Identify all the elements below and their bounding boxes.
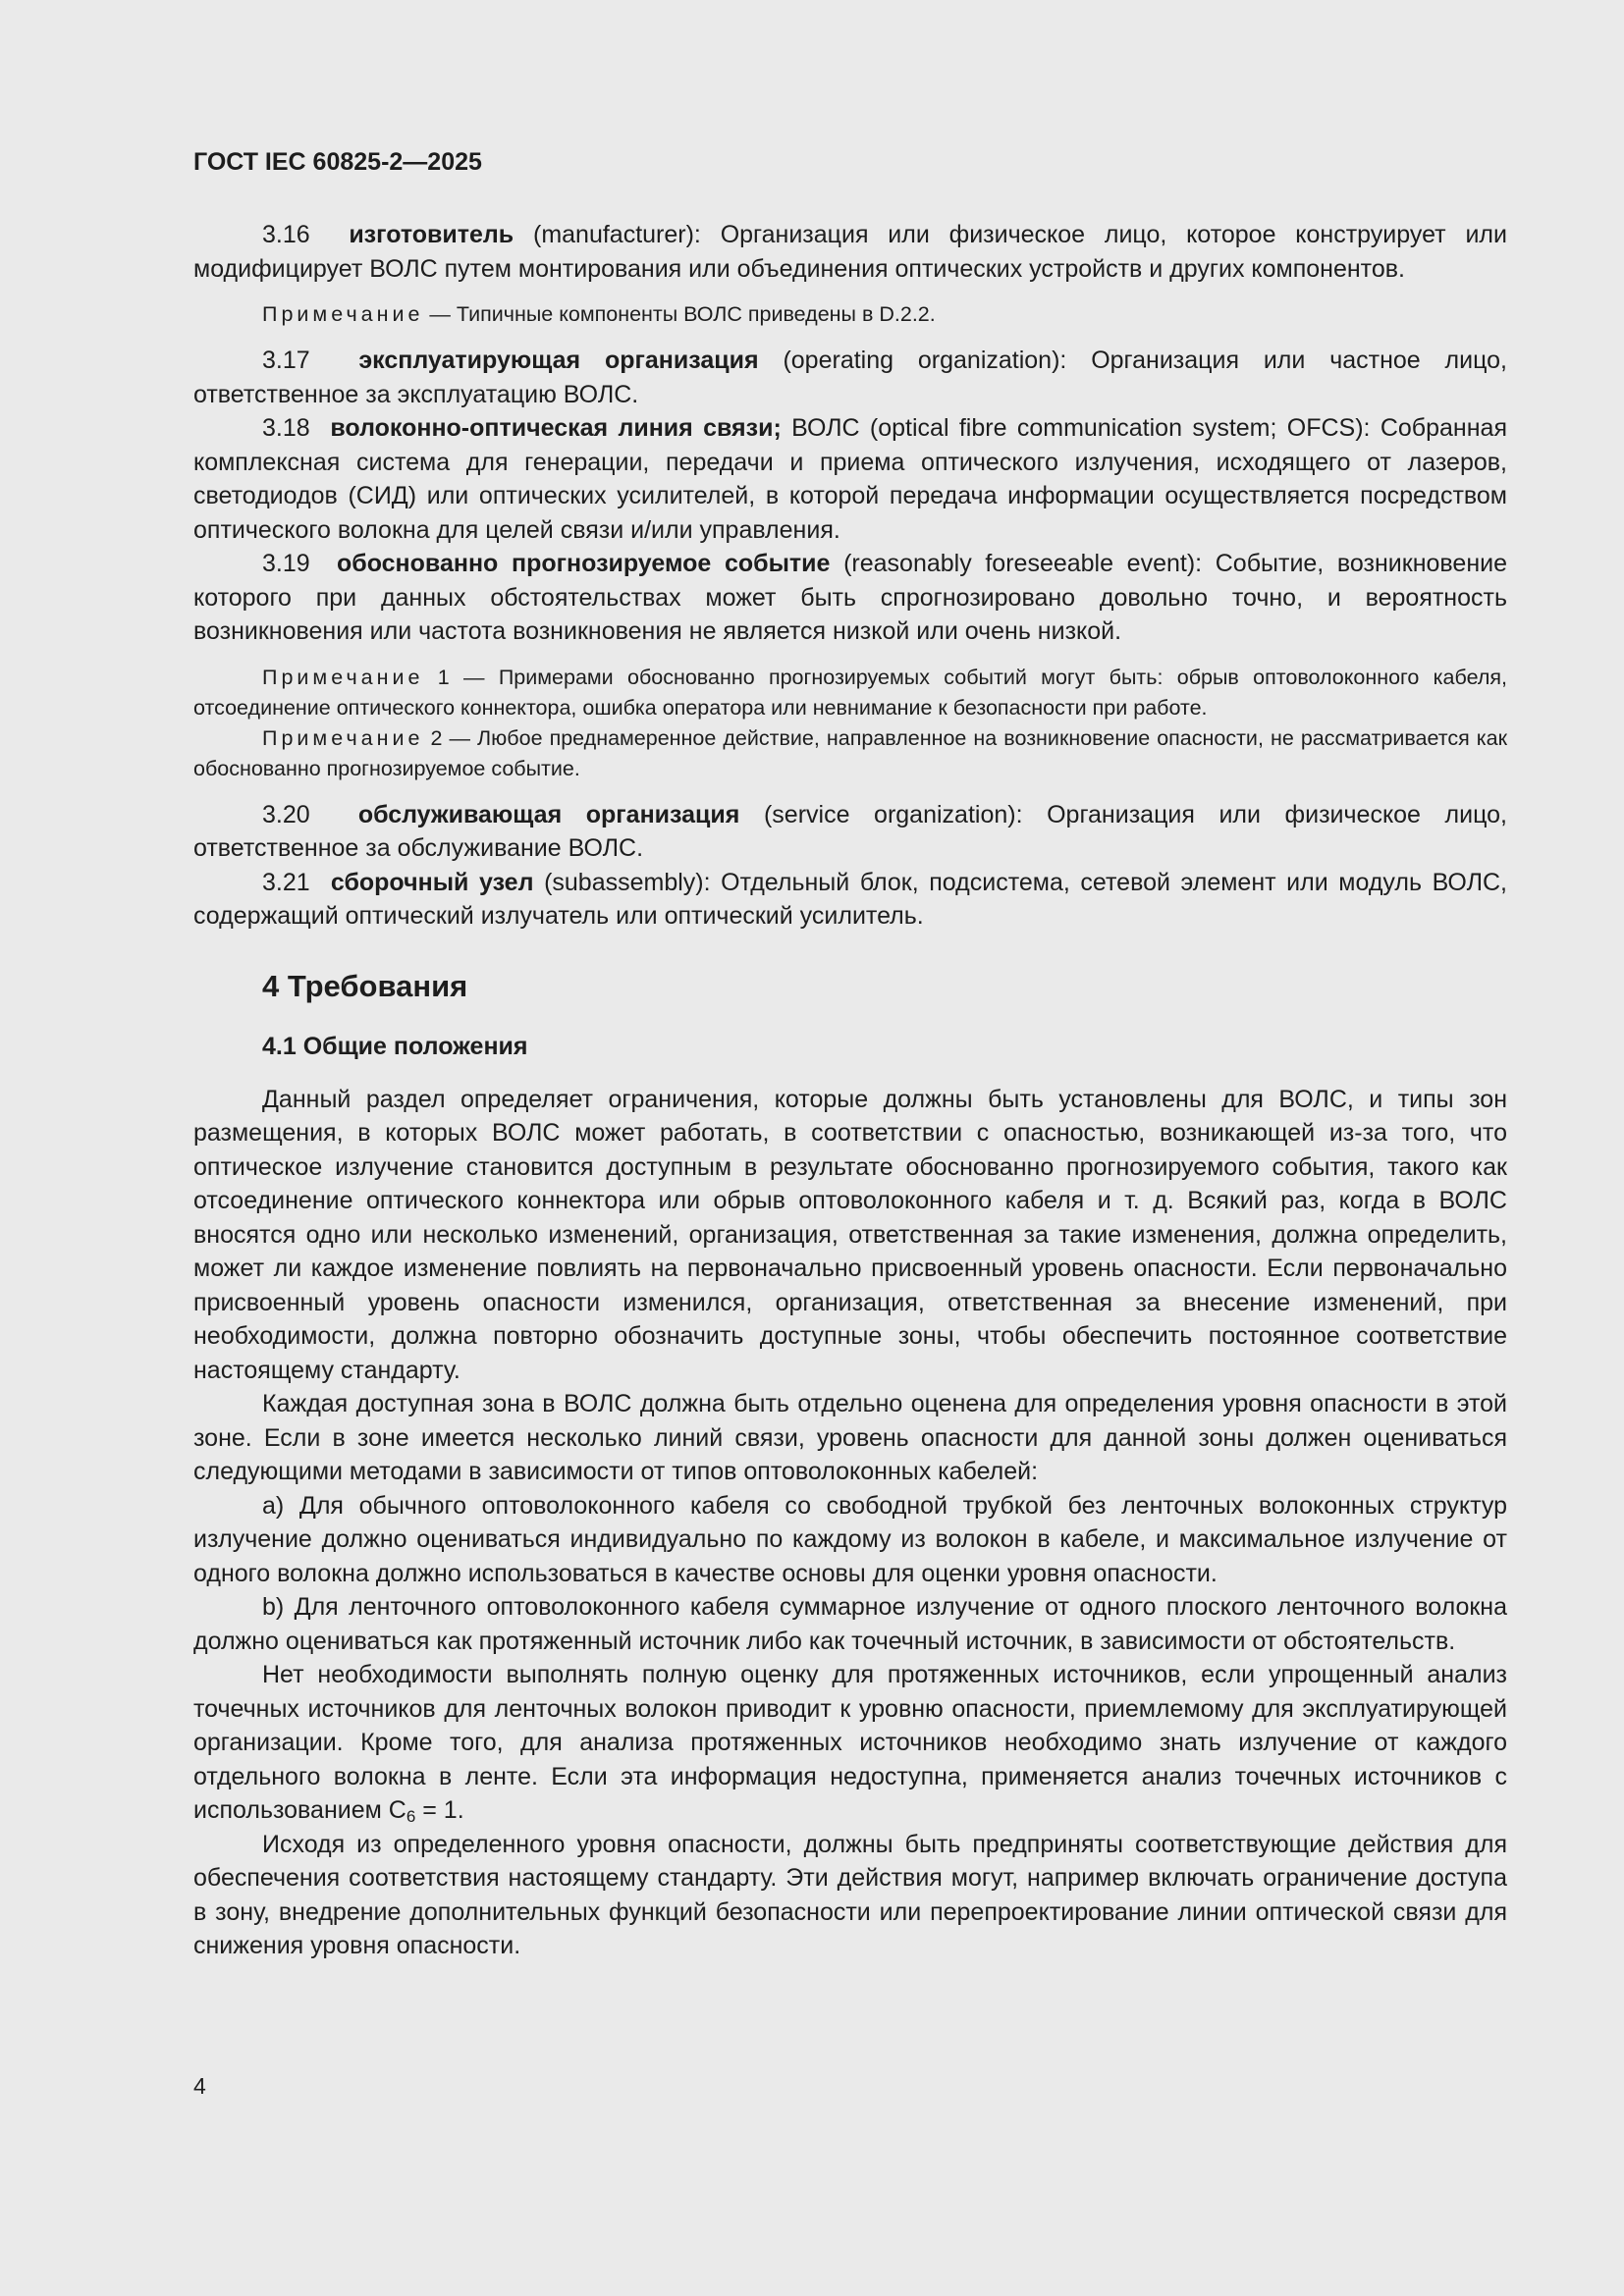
term-definition: (subassembly): Отдельный блок, подсистема, сетевой элемент или модуль ВОЛС, содержащий оптический излучатель или оптический усилитель. — [193, 868, 1507, 930]
term-3-21 — [193, 866, 1507, 934]
document-code-header: ГОСТ IEC 60825-2—2025 — [193, 148, 482, 176]
subscript: 6 — [406, 1807, 416, 1826]
term-definition: ВОЛС (optical fibre communication system; OFCS): Собранная комплексная система для генерации, передачи и приема оптического излучения, исходящего от лазеров, светодиодов (СИД) или оптических усилителей, в которой передача информации осуществляется посредством оптического волокна для целей связи и/или управления. — [193, 414, 1507, 544]
term-title: эксплуатирующая организация — [358, 347, 759, 374]
term-number: 3.18 — [262, 414, 310, 442]
page-number: 4 — [193, 2073, 206, 2099]
section-title: 4 Требования — [262, 968, 468, 1003]
term-definition: (service organization): Организация или физическое лицо, ответственное за обслуживание ВОЛС. — [193, 800, 1507, 862]
term-3-17 — [193, 344, 1507, 411]
note-label: Примечание — [262, 725, 424, 750]
note-number: 2 — [423, 725, 443, 750]
term-title: волоконно-оптическая линия связи; — [330, 414, 782, 442]
note-3-19-1 — [193, 663, 1507, 723]
section-paragraph: Каждая доступная зона в ВОЛС должна быть отдельно оценена для определения уровня опасности в этой зоне. Если в зоне имеется несколько линий связи, уровень опасности для данной зоны должен оцениваться следующими методами в зависимости от типов оптоволоконных кабелей: — [193, 1390, 1507, 1485]
section-paragraph: Данный раздел определяет ограничения, которые должны быть установлены для ВОЛС, и типы зон размещения, в которых ВОЛС может работать, в соответствии с опасностью, возникающей из-за того, что оптическое излучение становится доступным в результате обоснованно прогнозируемого события, такого как отсоединение оптического коннектора или обрыв оптоволоконного кабеля и т. д. Всякий раз, когда в ВОЛС вносятся одно или несколько изменений, организация, ответственная за такие изменения, должна определить, может ли каждое изменение повлиять на первоначально присвоенный уровень опасности. Если первоначально присвоенный уровень опасности изменился, организация, ответственная за внесение изменений, при необходимости, должна повторно обозначить доступные зоны, чтобы обеспечить постоянное соответствие настоящему стандарту. — [193, 1085, 1507, 1384]
list-item-a: a) Для обычного оптоволоконного кабеля со свободной трубкой без ленточных волоконных структур излучение должно оцениваться индивидуально по каждому из волокон в кабеле, и максимальное излучение от одного волокна должно использоваться в качестве основы для оценки уровня опасности. — [193, 1491, 1507, 1587]
term-number: 3.20 — [262, 800, 310, 828]
term-3-16 — [193, 218, 1507, 286]
note-label: Примечание — [262, 302, 424, 326]
term-definition: (manufacturer): Организация или физическое лицо, которое конструирует или модифицирует ВОЛС путем монтирования или объединения оптических устройств и других компонентов. — [193, 221, 1507, 283]
term-definition: (reasonably foreseeable event): Событие, возникновение которого при данных обстоятельствах может быть спрогнозировано довольно точно, и вероятность возникновения или частота возникновения не является низкой или очень низкой. — [193, 550, 1507, 645]
note-text: — Любое преднамеренное действие, направленное на возникновение опасности, не рассматривается как обоснованно прогнозируемое событие. — [193, 725, 1507, 780]
subsection-title: 4.1 Общие положения — [262, 1032, 528, 1060]
term-number: 3.19 — [262, 550, 310, 577]
term-3-18 — [193, 411, 1507, 547]
term-title: обслуживающая организация — [357, 800, 740, 828]
section-paragraph: Исходя из определенного уровня опасности, должны быть предприняты соответствующие действия для обеспечения соответствия настоящему стандарту. Эти действия могут, например включать ограничение доступа в зону, внедрение дополнительных функций безопасности или перепроектирование линии оптической связи для снижения уровня опасности. — [193, 1830, 1507, 1959]
term-title: сборочный узел — [330, 868, 534, 896]
term-3-20 — [193, 798, 1507, 866]
note-label: Примечание — [262, 665, 424, 689]
term-definition: (operating organization): Организация или частное лицо, ответственное за эксплуатацию ВОЛС. — [193, 347, 1507, 408]
term-number: 3.17 — [262, 347, 310, 374]
note-3-19-2 — [193, 723, 1507, 784]
term-3-19 — [193, 547, 1507, 649]
section-paragraph — [193, 1658, 1507, 1828]
page-content — [193, 145, 1507, 1963]
list-item-b: b) Для ленточного оптоволоконного кабеля суммарное излучение от одного плоского ленточного волокна должно оцениваться как протяженный источник либо как точечный источник, в зависимости от обстоятельств. — [193, 1593, 1507, 1655]
paragraph-text-tail: = 1. — [415, 1796, 464, 1824]
note-text: — Типичные компоненты ВОЛС приведены в D.2.2. — [423, 302, 936, 326]
note-3-16 — [193, 299, 1507, 330]
note-number: 1 — [423, 665, 450, 689]
term-number: 3.16 — [262, 221, 310, 248]
term-number: 3.21 — [262, 868, 310, 896]
paragraph-text: Нет необходимости выполнять полную оценку для протяженных источников, если упрощенный анализ точечных источников для ленточных волокон приводит к уровню опасности, приемлемому для эксплуатирующей организации. Кроме того, для анализа протяженных источников необходимо знать излучение от каждого отдельного волокна в ленте. Если эта информация недоступна, применяется анализ точечных источников с использованием C — [193, 1661, 1507, 1824]
term-title: обоснованно прогнозируемое событие — [336, 550, 831, 577]
term-title: изготовитель — [349, 221, 514, 248]
note-text: — Примерами обоснованно прогнозируемых событий могут быть: обрыв оптоволоконного кабеля, отсоединение оптического коннектора, ошибка оператора или невнимание к безопасности при работе. — [193, 665, 1507, 720]
